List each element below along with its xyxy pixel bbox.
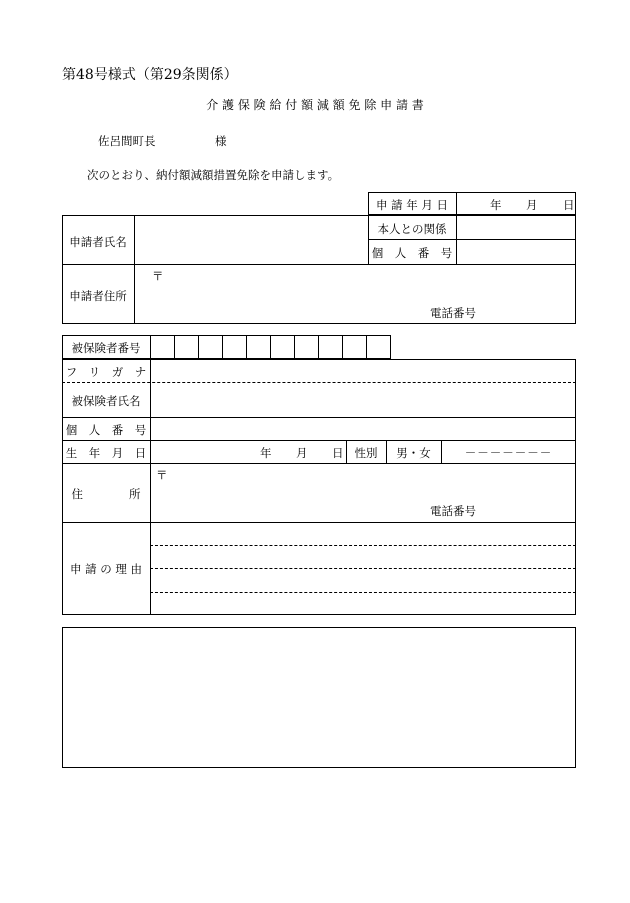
insured-address-label: 住 所 (71, 487, 141, 501)
furigana-field[interactable] (151, 360, 575, 382)
applicant-personal-no-field[interactable] (457, 240, 575, 263)
insured-address-field[interactable] (151, 464, 575, 521)
applicant-personal-no-label: 個 人 番 号 (371, 246, 453, 260)
form-number: 第48号様式（第29条関係） (62, 67, 238, 83)
insured-phone-label: 電話番号 (430, 504, 476, 518)
form-title: 介 護 保 険 給 付 額 減 額 免 除 申 請 書 (206, 98, 424, 112)
application-date-label: 申 請 年 月 日 (375, 198, 449, 212)
birth-year-label: 年 (260, 446, 272, 460)
insured-name-label: 被保険者氏名 (71, 394, 141, 408)
applicant-address-field[interactable] (135, 265, 575, 323)
intro-text: 次のとおり、納付額減額措置免除を申請します。 (87, 168, 340, 182)
birth-month-label: 月 (296, 446, 308, 460)
insured-number-digit-cells[interactable] (151, 336, 390, 358)
blank-dashes: －－－－－－－ (464, 446, 553, 460)
applicant-name-field[interactable] (135, 216, 367, 263)
insured-personal-no-label: 個 人 番 号 (65, 423, 147, 437)
date-month-label: 月 (526, 198, 538, 212)
insured-number-label: 被保険者番号 (71, 341, 141, 355)
applicant-phone-label: 電話番号 (430, 306, 476, 320)
date-year-label: 年 (490, 198, 502, 212)
date-day-label: 日 (563, 198, 575, 212)
applicant-address-label: 申請者住所 (69, 289, 127, 303)
insured-postal-mark: 〒 (156, 468, 168, 482)
relation-label: 本人との関係 (377, 222, 447, 236)
application-date-field[interactable] (457, 193, 575, 214)
remarks-box[interactable] (62, 627, 576, 768)
reason-field[interactable] (151, 523, 575, 614)
reason-label: 申 請 の 理 由 (69, 562, 143, 576)
addressee: 佐呂間町長 (98, 134, 156, 148)
postal-mark: 〒 (152, 269, 164, 283)
insured-name-field[interactable] (151, 384, 575, 416)
sex-options[interactable]: 男・女 (396, 446, 431, 460)
birth-day-label: 日 (332, 446, 344, 460)
relation-field[interactable] (457, 216, 575, 238)
sex-label: 性別 (354, 446, 378, 460)
furigana-label: フ リ ガ ナ (65, 365, 147, 379)
applicant-name-label: 申請者氏名 (69, 235, 127, 249)
insured-personal-no-field[interactable] (151, 418, 575, 439)
honorific: 様 (215, 134, 227, 148)
birth-date-label: 生 年 月 日 (65, 446, 147, 460)
birth-date-field[interactable] (151, 441, 345, 462)
